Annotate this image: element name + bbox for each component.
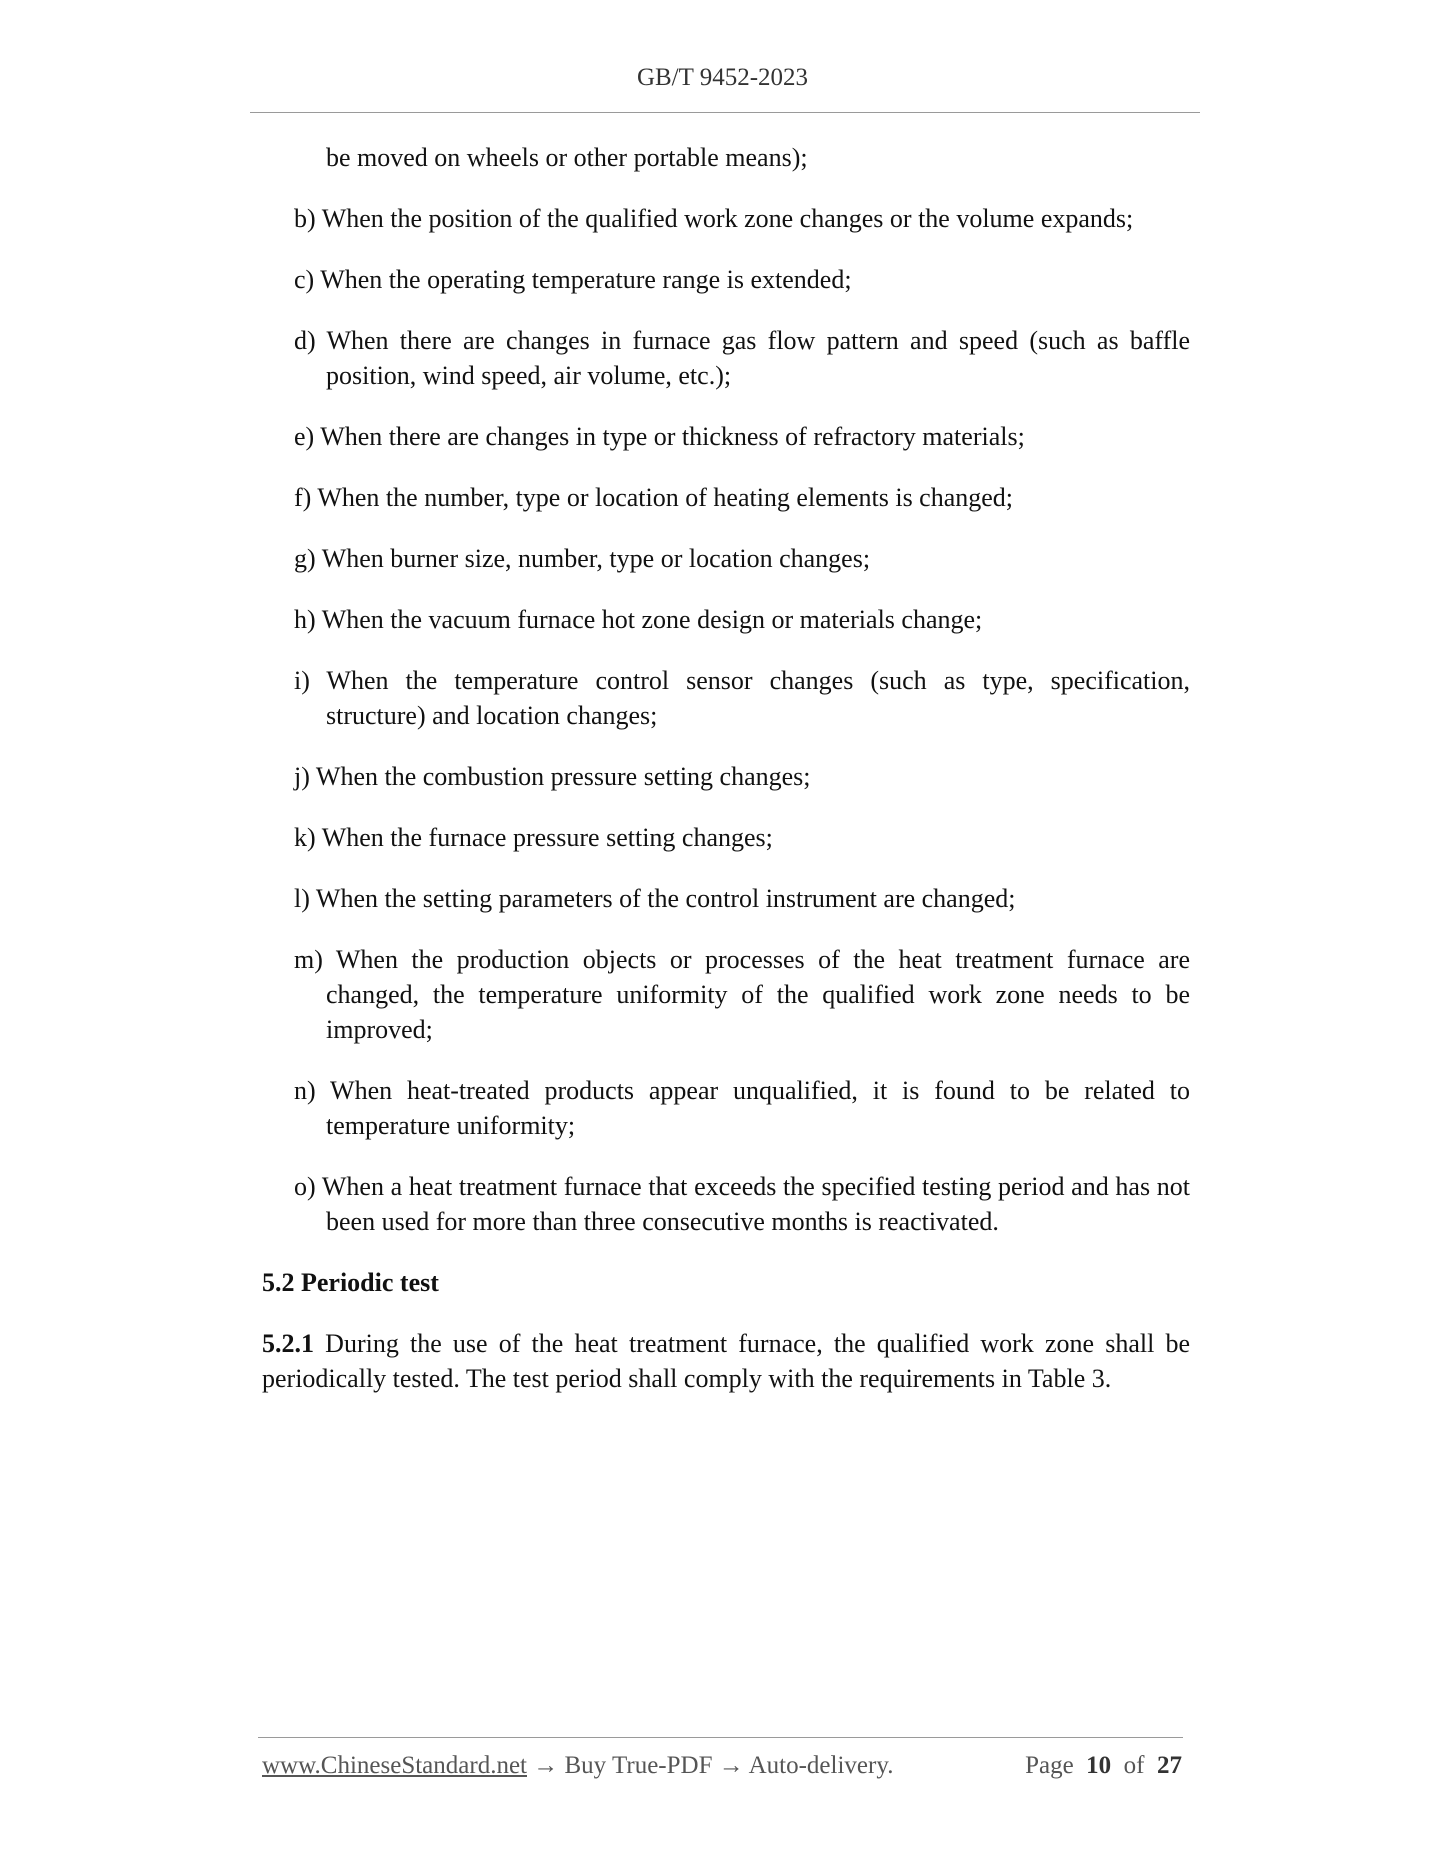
buy-text: Buy True-PDF <box>564 1752 713 1779</box>
website-link[interactable]: www.ChineseStandard.net <box>262 1752 527 1779</box>
page-number <box>1025 1752 1182 1780</box>
list-item-m: m) When the production objects or processes of the heat treatment furnace are changed, the temperature uniformity of the qualified work zone needs to be improved; <box>294 945 1190 1044</box>
list-item-d: d) When there are changes in furnace gas flow pattern and speed (such as baffle position, wind speed, air volume, etc.); <box>294 326 1190 390</box>
arrow-right-icon: → <box>533 1752 559 1779</box>
page-total: 27 <box>1157 1752 1182 1779</box>
document-body <box>262 140 1190 1396</box>
list-item-l: l) When the setting parameters of the control instrument are changed; <box>294 884 1016 913</box>
page-of: of <box>1123 1752 1145 1779</box>
list-item-h: h) When the vacuum furnace hot zone design or materials change; <box>294 605 983 634</box>
page-current: 10 <box>1086 1752 1112 1779</box>
list-item-f: f) When the number, type or location of heating elements is changed; <box>294 483 1014 512</box>
footer-divider <box>258 1737 1183 1738</box>
list-item-i: i) When the temperature control sensor changes (such as type, specification, structure) and location changes; <box>294 666 1190 730</box>
list-item-e: e) When there are changes in type or thickness of refractory materials; <box>294 422 1025 451</box>
header-divider <box>250 112 1200 113</box>
section-paragraph <box>262 1326 1190 1396</box>
footer-promo <box>262 1752 893 1780</box>
list-item-o: o) When a heat treatment furnace that exceeds the specified testing period and has not been used for more than three consecutive months is reactivated. <box>294 1172 1190 1236</box>
list-item-n: n) When heat-treated products appear unqualified, it is found to be related to temperature uniformity; <box>294 1076 1190 1140</box>
delivery-text: Auto-delivery. <box>748 1752 894 1779</box>
arrow-right-icon: → <box>718 1752 744 1779</box>
paragraph-number: 5.2.1 <box>262 1329 314 1358</box>
list-item-j: j) When the combustion pressure setting changes; <box>294 762 811 791</box>
paragraph-text: During the use of the heat treatment furnace, the qualified work zone shall be periodically tested. The test period shall comply with the requirements in Table 3. <box>262 1329 1191 1393</box>
running-header: GB/T 9452-2023 <box>636 64 809 91</box>
list-item-g: g) When burner size, number, type or location changes; <box>294 544 871 573</box>
list-item-b: b) When the position of the qualified work zone changes or the volume expands; <box>294 204 1134 233</box>
list-item-c: c) When the operating temperature range is extended; <box>294 265 852 294</box>
list-item-k: k) When the furnace pressure setting changes; <box>294 823 773 852</box>
page-label: Page <box>1025 1752 1074 1779</box>
list-item-continuation: be moved on wheels or other portable means); <box>326 143 808 172</box>
section-heading: 5.2 Periodic test <box>262 1268 439 1297</box>
